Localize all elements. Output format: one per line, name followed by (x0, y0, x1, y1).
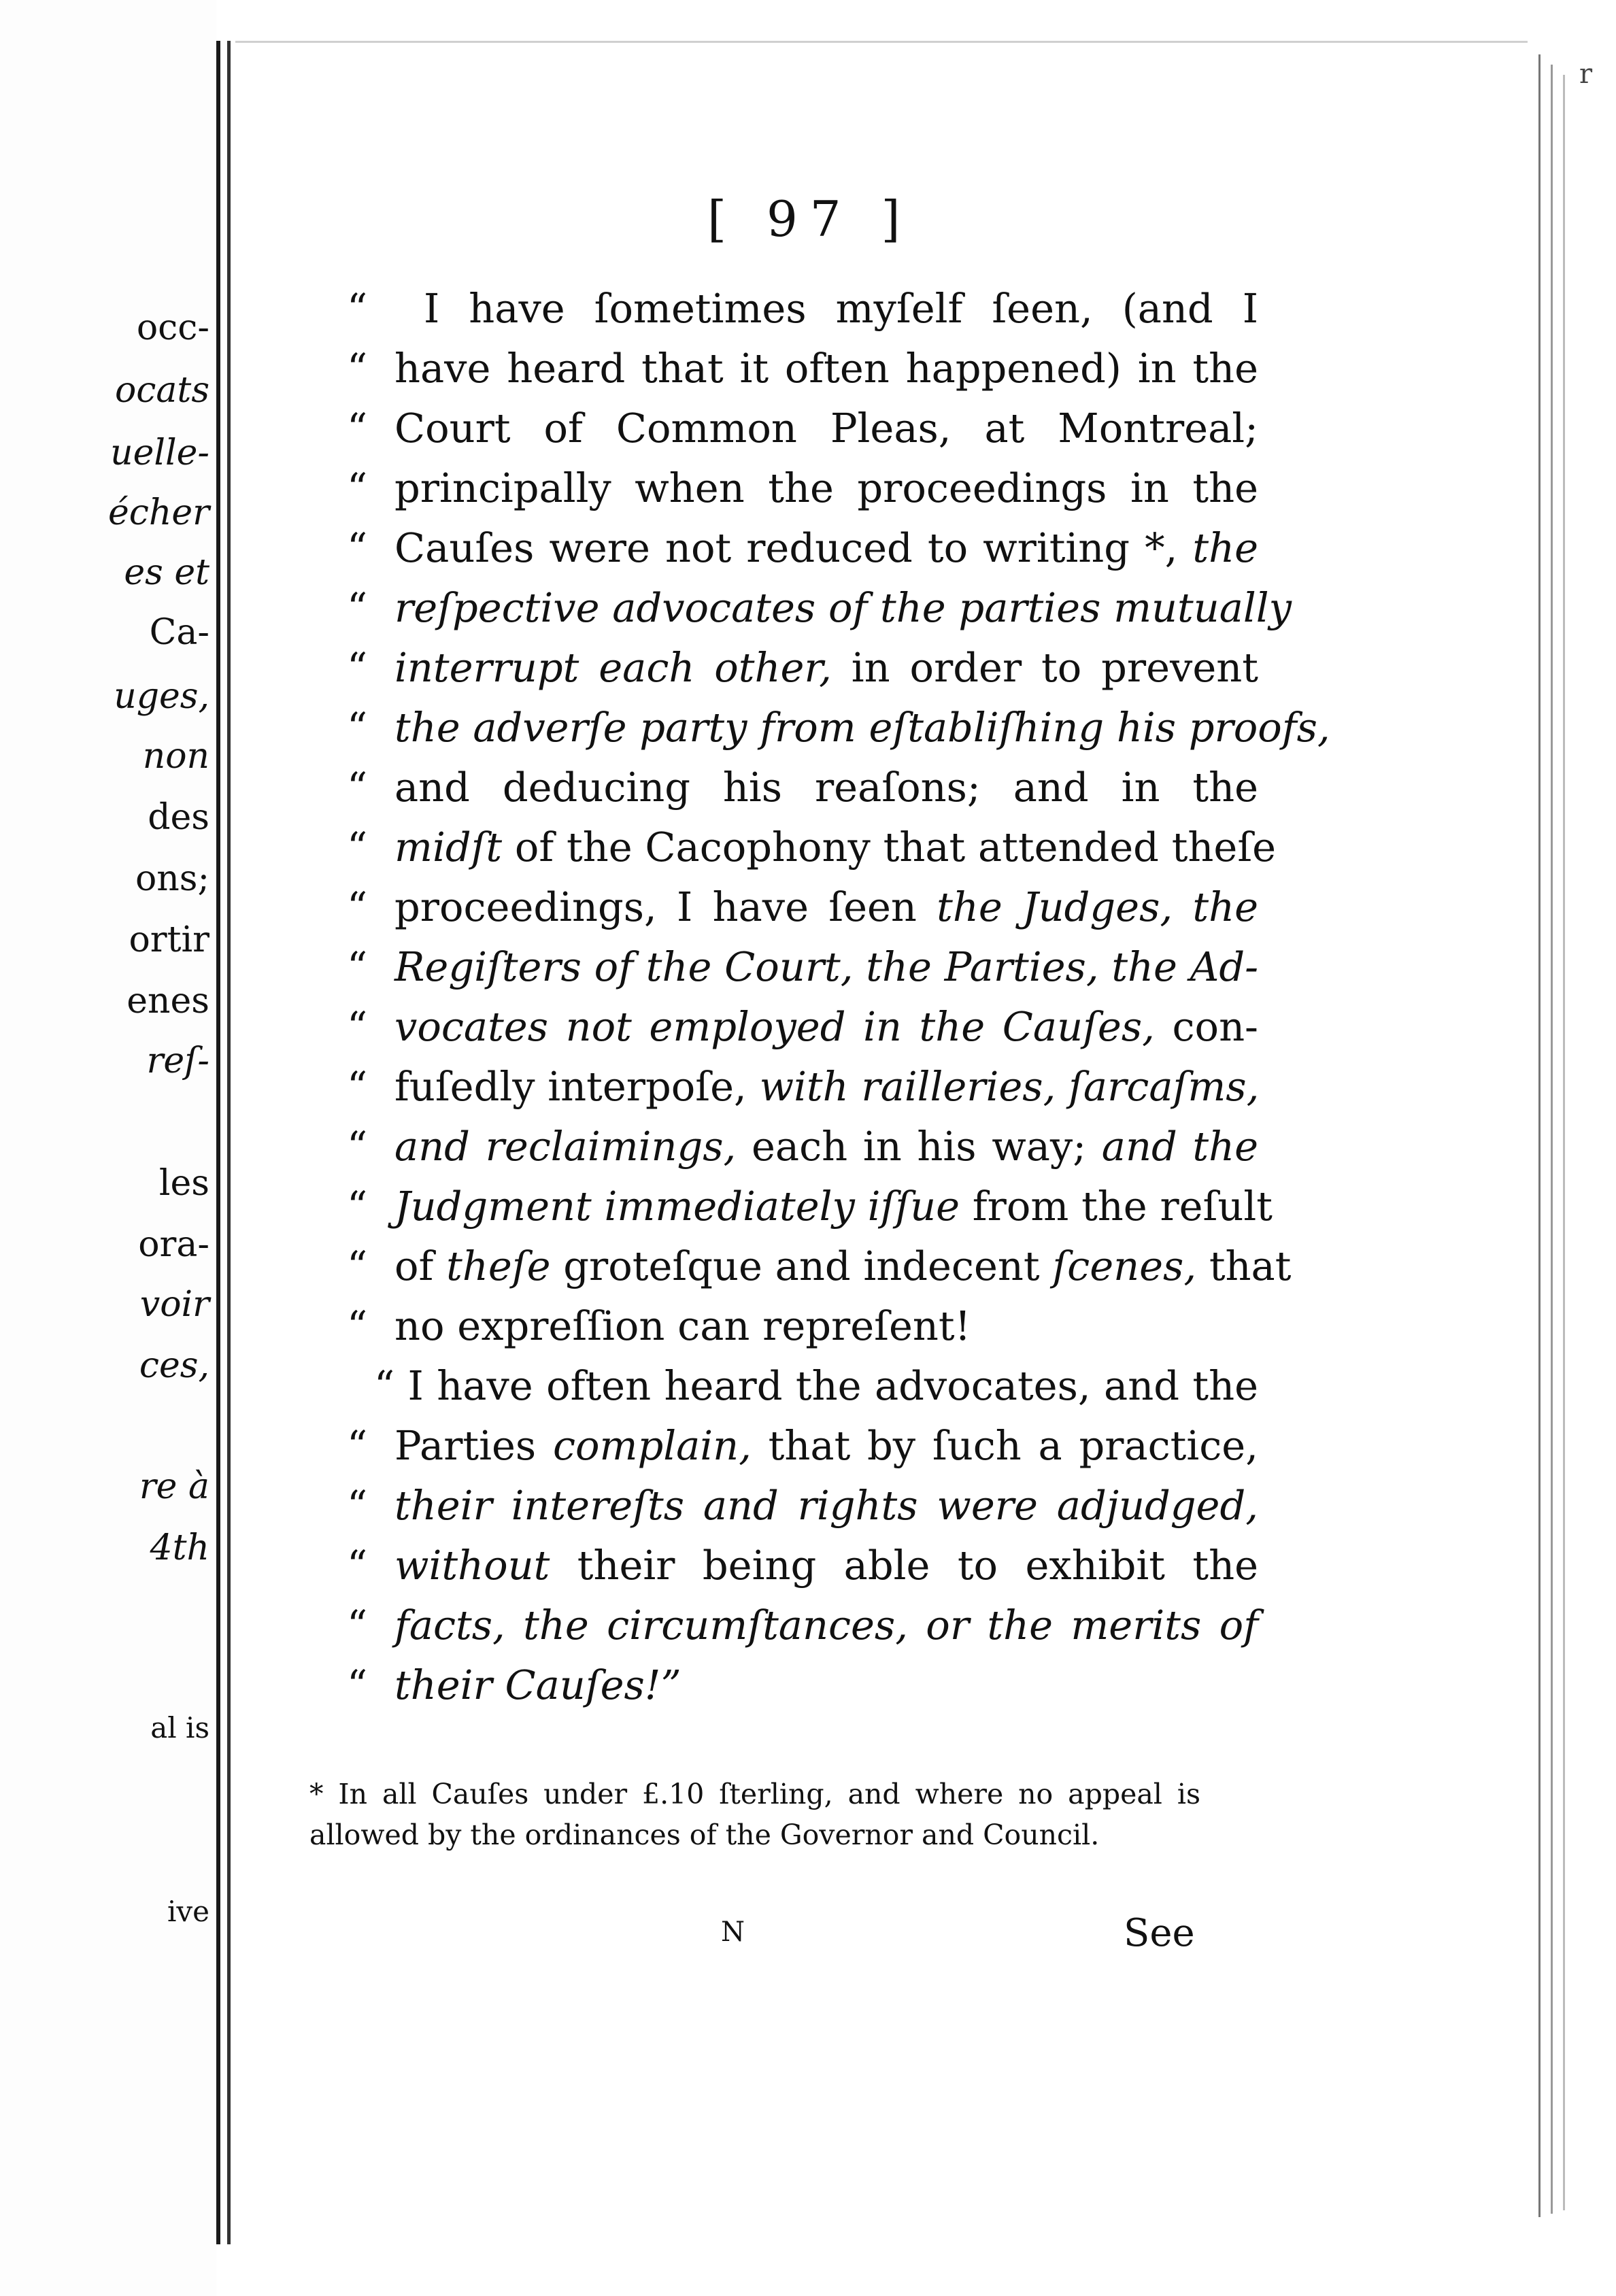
text-line (347, 698, 1330, 758)
roman-text: Parties (394, 1422, 553, 1469)
italic-text: with railleries, ſarcaſms, (759, 1063, 1260, 1110)
quote-mark: “ (347, 644, 368, 691)
quote-mark: “ (347, 524, 368, 571)
roman-text: proceedings, I have ſeen (394, 883, 937, 930)
italic-text: Judgment immediately iſſue (394, 1183, 960, 1230)
left-page-fragment-line: ortir (129, 919, 209, 960)
left-page-fragment-line: re à (139, 1466, 209, 1507)
italic-text: without (394, 1542, 550, 1589)
edge-mark: r (1579, 58, 1593, 90)
roman-text: no expreſſion can repreſent! (394, 1302, 971, 1349)
italic-text: interrupt each other, (394, 644, 832, 691)
text-line (347, 339, 1258, 399)
left-page-fragment-line: ocс- (136, 307, 209, 348)
left-page-fragment-line: ocats (114, 370, 209, 411)
text-line (347, 518, 1258, 578)
italic-text: their Cauſes!” (394, 1661, 681, 1708)
quote-mark: “ (347, 345, 368, 392)
quote-mark: “ (347, 465, 368, 511)
roman-text: of the Cacophony that attended theſe (502, 824, 1277, 871)
quote-mark: “ (347, 1422, 368, 1469)
left-page-fragment-line: ons; (135, 858, 209, 899)
text-line (347, 1296, 1258, 1356)
left-page-fragment-line: ive (167, 1895, 209, 1928)
quote-mark: “ (347, 1302, 368, 1349)
quote-mark: “ (347, 883, 368, 930)
text-line (347, 1057, 1258, 1117)
italic-text: the adverſe party from eſtabliſhing his proofs, (394, 704, 1330, 751)
text-line (347, 1476, 1258, 1536)
roman-text: groteſque and indecent (550, 1243, 1053, 1289)
text-line (347, 1655, 1258, 1715)
roman-text: of (394, 1243, 447, 1289)
italic-text: complain, (552, 1422, 752, 1469)
gutter-shadow (216, 41, 220, 2244)
quote-mark: “ (347, 1003, 368, 1050)
quote-mark: “ (347, 1661, 368, 1708)
left-page-fragment-line: des (148, 797, 209, 838)
roman-text: that (1196, 1243, 1292, 1289)
text-line (347, 937, 1258, 997)
roman-text: their being able to exhibit the (550, 1542, 1258, 1589)
quote-mark: “ (347, 1063, 368, 1110)
page-number: [ 97 ] (707, 190, 913, 248)
left-page-fragment-line: uges, (114, 676, 209, 717)
left-page-fragment-line: non (142, 736, 209, 777)
left-page-fragment-line: voir (139, 1284, 209, 1325)
text-line (347, 638, 1258, 698)
text-line (347, 1536, 1258, 1596)
text-line (347, 997, 1258, 1057)
signature-mark: N (721, 1917, 745, 1948)
quote-mark: “ (347, 1602, 368, 1649)
quote-mark: “ (347, 1123, 368, 1170)
quote-mark: “ (347, 1542, 368, 1589)
left-page-fragment-line: es et (124, 552, 209, 593)
italic-text: theſe (446, 1243, 551, 1289)
left-page-fragment-line: al is (150, 1711, 209, 1744)
left-page-fragment-line: 4th (150, 1527, 209, 1568)
page-edge-line (1563, 75, 1565, 2210)
roman-text: in order to prevent (831, 644, 1258, 691)
quote-mark: “ (347, 704, 368, 751)
quote-mark: “ (347, 943, 368, 990)
text-line (347, 1416, 1258, 1476)
left-page-fragment-line: uelle- (110, 433, 209, 473)
text-line (347, 1117, 1258, 1177)
text-line (347, 1177, 1273, 1236)
roman-text: fuſedly interpoſe, (394, 1063, 760, 1110)
quote-mark: “ (347, 405, 368, 452)
italic-text: Regiſters of the Court, the Parties, the Ad- (394, 943, 1259, 990)
left-page-fragment-line: enes (127, 981, 209, 1022)
roman-text: each in his way; (736, 1123, 1102, 1170)
roman-text: from the reſult (960, 1183, 1273, 1230)
text-line (347, 279, 1258, 339)
left-page-fragment (0, 0, 216, 2296)
italic-text: reſpective advocates of the parties mutually (394, 584, 1292, 631)
italic-text: vocates not employed in the Cauſes, (394, 1003, 1155, 1050)
left-page-fragment-line: écher (107, 492, 209, 533)
quote-mark: “ (347, 1183, 368, 1230)
italic-text: and the (1101, 1123, 1259, 1170)
left-page-fragment-line: reſ- (146, 1041, 209, 1081)
text-line (347, 399, 1258, 458)
italic-text: and reclaimings, (394, 1123, 737, 1170)
italic-text: their intereſts and rights were adjudged, (394, 1482, 1258, 1529)
roman-text: I have ſometimes myſelf ſeen, (and I (394, 285, 1258, 332)
roman-text: “ I have often heard the advocates, and the (374, 1362, 1258, 1409)
text-line (347, 458, 1258, 518)
catchword: See (1124, 1911, 1195, 1955)
italic-text: midſt (394, 824, 503, 871)
italic-text: the (1192, 524, 1258, 571)
roman-text: principally when the proceedings in the (394, 465, 1258, 511)
text-line (347, 758, 1258, 817)
text-line (347, 578, 1292, 638)
roman-text: Court of Common Pleas, at Montreal; (394, 405, 1258, 452)
left-page-fragment-line: ora- (138, 1224, 209, 1265)
quote-mark: “ (347, 824, 368, 871)
footnote-line: * In all Cauſes under £.10 ſterling, and where no appeal is (309, 1778, 1200, 1810)
roman-text: and deducing his reaſons; and in the (394, 764, 1258, 811)
quote-mark: “ (347, 764, 368, 811)
left-page-fragment-line: les (158, 1163, 209, 1204)
roman-text: con- (1154, 1003, 1258, 1050)
italic-text: ſcenes, (1052, 1243, 1197, 1289)
quote-mark: “ (347, 1243, 368, 1289)
page-edge-line (1538, 54, 1541, 2217)
footnote (309, 1774, 1200, 1855)
italic-text: the Judges, the (937, 883, 1258, 930)
text-line (347, 1356, 1258, 1416)
page-edge-line (1551, 65, 1553, 2214)
text-line (347, 817, 1277, 877)
footnote-line: allowed by the ordinances of the Governor and Council. (309, 1819, 1100, 1851)
text-line (347, 1236, 1292, 1296)
gutter-shadow-inner (227, 41, 231, 2244)
body-text (347, 279, 1330, 1715)
quote-mark: “ (347, 584, 368, 631)
quote-mark: “ (347, 1482, 368, 1529)
text-line (347, 1596, 1258, 1655)
italic-text: facts, the circumſtances, or the merits of (394, 1602, 1258, 1649)
text-line (347, 877, 1258, 937)
roman-text: that by ſuch a practice, (751, 1422, 1258, 1469)
roman-text: have heard that it often happened) in the (394, 345, 1258, 392)
left-page-fragment-line: ces, (139, 1345, 209, 1386)
left-page-fragment-line: Ca- (149, 612, 209, 653)
roman-text: Cauſes were not reduced to writing *, (394, 524, 1193, 571)
quote-mark: “ (347, 285, 368, 332)
